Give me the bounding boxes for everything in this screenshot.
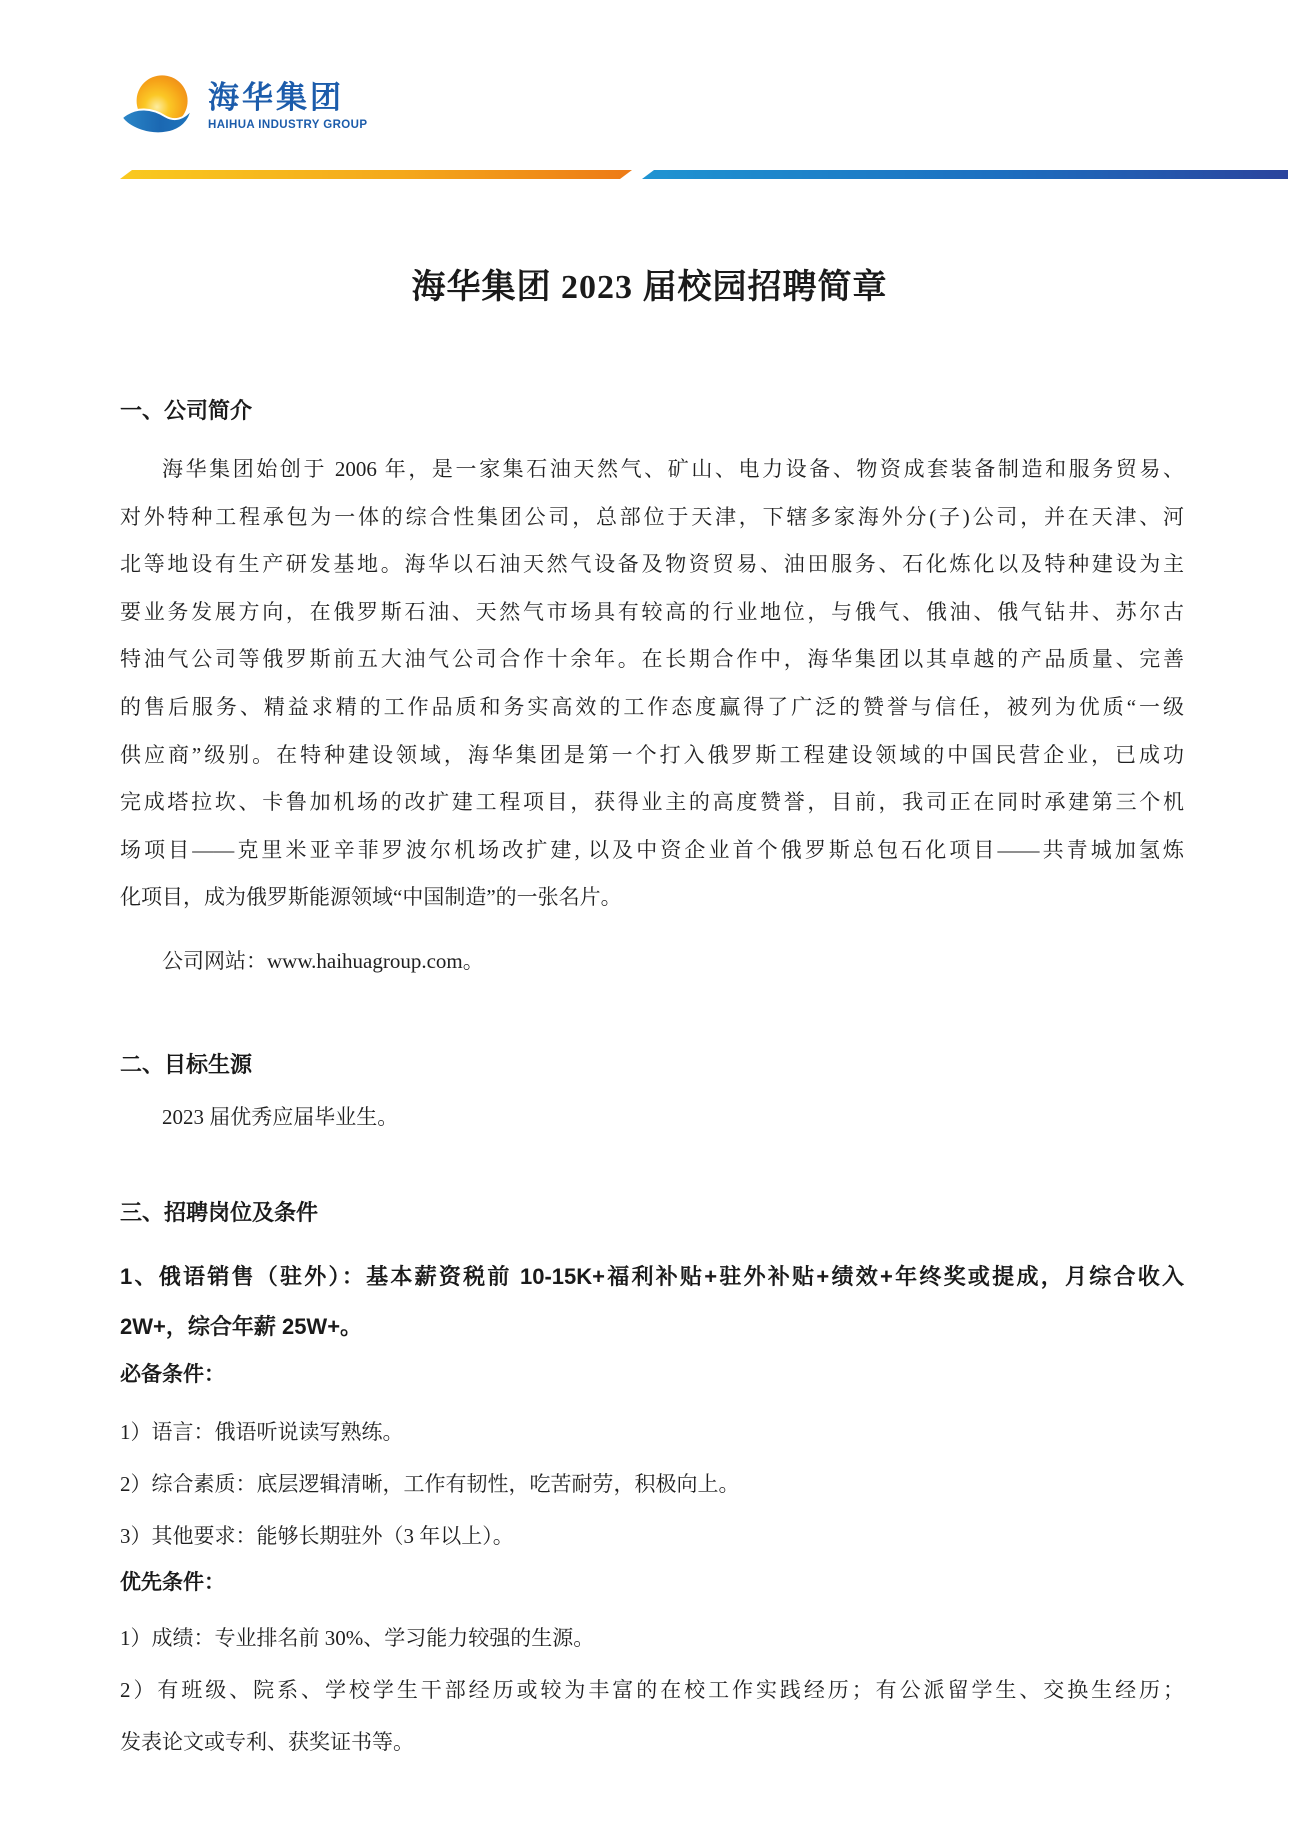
job-title-line-2: 2W+，综合年薪 25W+。 xyxy=(120,1313,363,1339)
required-conditions-heading: 必备条件： xyxy=(120,1362,225,1386)
company-logo xyxy=(120,75,1299,141)
intro-line: 化项目，成为俄罗斯能源领域“中国制造”的一张名片。 xyxy=(120,885,622,910)
document-content xyxy=(120,396,1184,1768)
preferred-item: 1）成绩：专业排名前 30%、学习能力较强的生源。 xyxy=(120,1625,595,1650)
intro-line: 海华集团始创于 2006 年，是一家集石油天然气、矿山、电力设备、物资成套装备制造和服务贸易、 xyxy=(162,457,1184,481)
required-item: 3）其他要求：能够长期驻外（3 年以上）。 xyxy=(120,1523,514,1548)
intro-line: 要业务发展方向，在俄罗斯石油、天然气市场具有较高的行业地位，与俄气、俄油、俄气钻井、苏尔古 xyxy=(120,599,1184,624)
section-heading-intro: 一、公司简介 xyxy=(120,398,253,423)
intro-line: 北等地设有生产研发基地。海华以石油天然气设备及物资贸易、油田服务、石化炼化以及特种建设为主 xyxy=(120,552,1184,577)
required-conditions-list xyxy=(120,1406,1184,1562)
section-heading-target: 二、目标生源 xyxy=(120,1051,253,1077)
intro-line: 的售后服务、精益求精的工作品质和务实高效的工作态度赢得了广泛的赞誉与信任，被列为优质“一级 xyxy=(120,694,1184,719)
sun-wave-icon xyxy=(120,73,198,141)
website-line: 公司网站：www.haihuagroup.com。 xyxy=(162,948,484,973)
divider-blue-segment xyxy=(642,170,1288,179)
target-body: 2023 届优秀应届毕业生。 xyxy=(162,1104,399,1129)
preferred-conditions-list xyxy=(120,1612,1184,1768)
preferred-item-continuation: 发表论文或专利、获奖证书等。 xyxy=(120,1729,414,1754)
divider-orange-segment xyxy=(120,170,632,179)
required-item: 1）语言：俄语听说读写熟练。 xyxy=(120,1419,404,1444)
intro-line: 特油气公司等俄罗斯前五大油气公司合作十余年。在长期合作中，海华集团以其卓越的产品质量、完善 xyxy=(120,647,1184,672)
required-item: 2）综合素质：底层逻辑清晰，工作有韧性，吃苦耐劳，积极向上。 xyxy=(120,1471,740,1496)
preferred-conditions-heading: 优先条件： xyxy=(120,1570,225,1594)
preferred-item: 2）有班级、院系、学校学生干部经历或较为丰富的在校工作实践经历；有公派留学生、交换生经历； xyxy=(120,1677,1184,1702)
job-title-line-1: 1、俄语销售（驻外）：基本薪资税前 10-15K+福利补贴+驻外补贴+绩效+年终奖或提成，月综合收入 xyxy=(120,1263,1184,1289)
intro-line: 完成塔拉坎、卡鲁加机场的改扩建工程项目，获得业主的高度赞誉，目前，我司正在同时承建第三个机 xyxy=(120,790,1184,815)
header-divider xyxy=(120,170,1288,179)
page-title: 海华集团 2023 届校园招聘简章 xyxy=(411,269,888,306)
job-title-block xyxy=(120,1252,1184,1352)
intro-paragraph xyxy=(120,446,1184,922)
intro-line: 对外特种工程承包为一体的综合性集团公司，总部位于天津，下辖多家海外分(子)公司，并在天津、河 xyxy=(120,504,1184,529)
section-heading-positions: 三、招聘岗位及条件 xyxy=(120,1199,319,1225)
logo-company-name: 海华集团 xyxy=(208,80,344,115)
page-header xyxy=(0,0,1299,140)
intro-line: 供应商”级别。在特种建设领域，海华集团是第一个打入俄罗斯工程建设领域的中国民营企业，已成功 xyxy=(120,742,1184,767)
logo-subtitle: HAIHUA INDUSTRY GROUP xyxy=(208,119,368,131)
divider-gap xyxy=(632,170,642,179)
intro-line: 场项目——克里米亚辛菲罗波尔机场改扩建, 以及中资企业首个俄罗斯总包石化项目——共青城加氢炼 xyxy=(120,837,1184,862)
logo-text xyxy=(208,81,367,133)
